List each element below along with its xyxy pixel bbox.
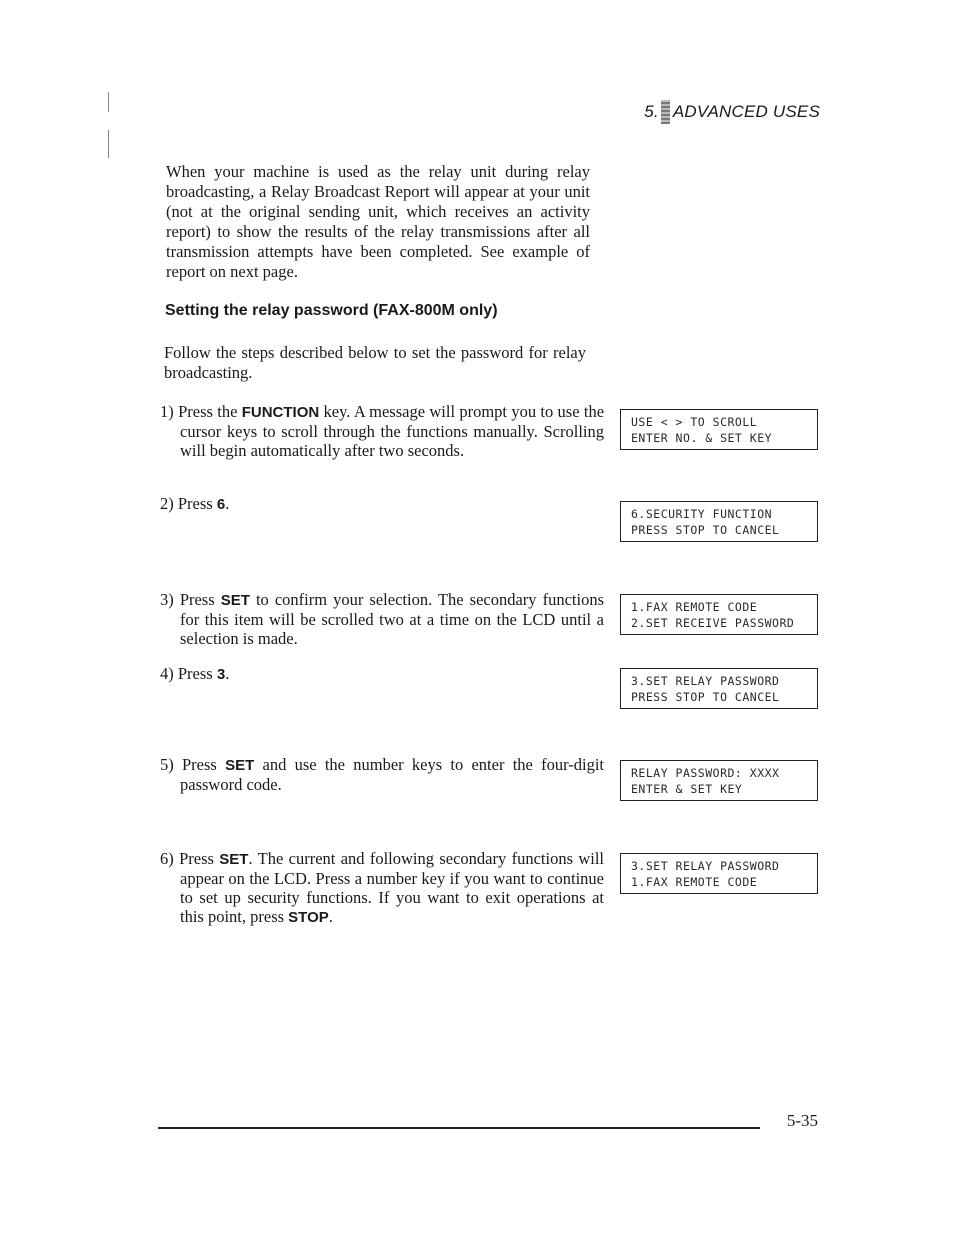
step-number: 1)	[160, 402, 174, 421]
step-text: Press	[177, 494, 217, 513]
lcd-line-2: ENTER NO. & SET KEY	[631, 431, 773, 445]
step-2	[160, 494, 604, 514]
key-name: 6	[216, 496, 226, 513]
lcd-line-1: RELAY PASSWORD: XXXX	[631, 766, 780, 780]
lcd-line-2: PRESS STOP TO CANCEL	[631, 523, 780, 537]
step-text: Press the	[178, 402, 242, 421]
page-number: 5-35	[786, 1111, 818, 1130]
lcd-display-step-1	[620, 409, 818, 450]
step-3	[160, 590, 604, 648]
key-name: SET	[225, 757, 255, 774]
step-text: Press	[179, 849, 220, 868]
step-text: and use the number keys to enter the four-digit password code.	[180, 755, 605, 794]
key-name: 3	[216, 666, 226, 683]
lcd-line-2: PRESS STOP TO CANCEL	[631, 690, 780, 704]
step-number: 6)	[160, 849, 174, 868]
step-number: 5)	[160, 755, 174, 774]
lcd-display-step-3	[620, 594, 818, 635]
lcd-display-step-2	[620, 501, 818, 542]
step-number: 4)	[160, 664, 174, 683]
lcd-line-1: 1.FAX REMOTE CODE	[631, 600, 758, 614]
chapter-number: 5.	[644, 102, 659, 121]
step-text: key. A message will prompt you to use the cursor keys to scroll through the functions manually. Scrolling will begin automatically after two seconds.	[180, 402, 605, 460]
margin-mark	[108, 130, 109, 158]
lcd-line-2: 2.SET RECEIVE PASSWORD	[631, 616, 795, 630]
step-1	[160, 402, 604, 460]
chapter-tab-icon	[661, 100, 670, 124]
lcd-display-step-4	[620, 668, 818, 709]
step-text: to confirm your selection. The secondary functions for this item will be scrolled two at a time on the LCD until a selection is made.	[180, 590, 605, 648]
step-5	[160, 755, 604, 794]
step-text: Press	[177, 664, 217, 683]
lcd-line-2: 1.FAX REMOTE CODE	[631, 875, 758, 889]
lcd-line-2: ENTER & SET KEY	[631, 782, 743, 796]
lcd-line-1: 3.SET RELAY PASSWORD	[631, 674, 780, 688]
intro-paragraph: When your machine is used as the relay unit during relay broadcasting, a Relay Broadcast Report will appear at your unit (not at the original sending unit, which receives an activity report) to show the results of the relay transmissions after all transmission attempts have been completed. See example of report on next page.	[166, 162, 590, 281]
margin-mark	[108, 92, 109, 112]
lcd-display-step-5	[620, 760, 818, 801]
lcd-line-1: 3.SET RELAY PASSWORD	[631, 859, 780, 873]
step-4	[160, 664, 604, 684]
chapter-title: ADVANCED USES	[672, 102, 820, 121]
key-name: SET	[219, 851, 249, 868]
footer-rule	[158, 1127, 760, 1129]
key-name: STOP	[288, 909, 329, 926]
step-number: 3)	[160, 590, 174, 609]
running-header	[644, 100, 820, 124]
key-name: FUNCTION	[241, 404, 320, 421]
section-title: Setting the relay password (FAX-800M only)	[165, 302, 498, 319]
lcd-display-step-6	[620, 853, 818, 894]
lcd-line-1: 6.SECURITY FUNCTION	[631, 507, 773, 521]
step-text: .	[225, 494, 230, 513]
step-text: Press	[179, 590, 221, 609]
step-text: Press	[182, 755, 226, 774]
step-text: .	[225, 664, 230, 683]
step-text: .	[328, 907, 333, 926]
step-number: 2)	[160, 494, 174, 513]
follow-paragraph: Follow the steps described below to set the password for relay broadcasting.	[164, 343, 586, 382]
key-name: SET	[220, 592, 250, 609]
step-text: . The current and following secondary functions will appear on the LCD. Press a number key if you want to continue to set up security functions. If you want to exit operations at this point, press	[180, 849, 604, 926]
step-6	[160, 849, 604, 927]
lcd-line-1: USE < > TO SCROLL	[631, 415, 758, 429]
